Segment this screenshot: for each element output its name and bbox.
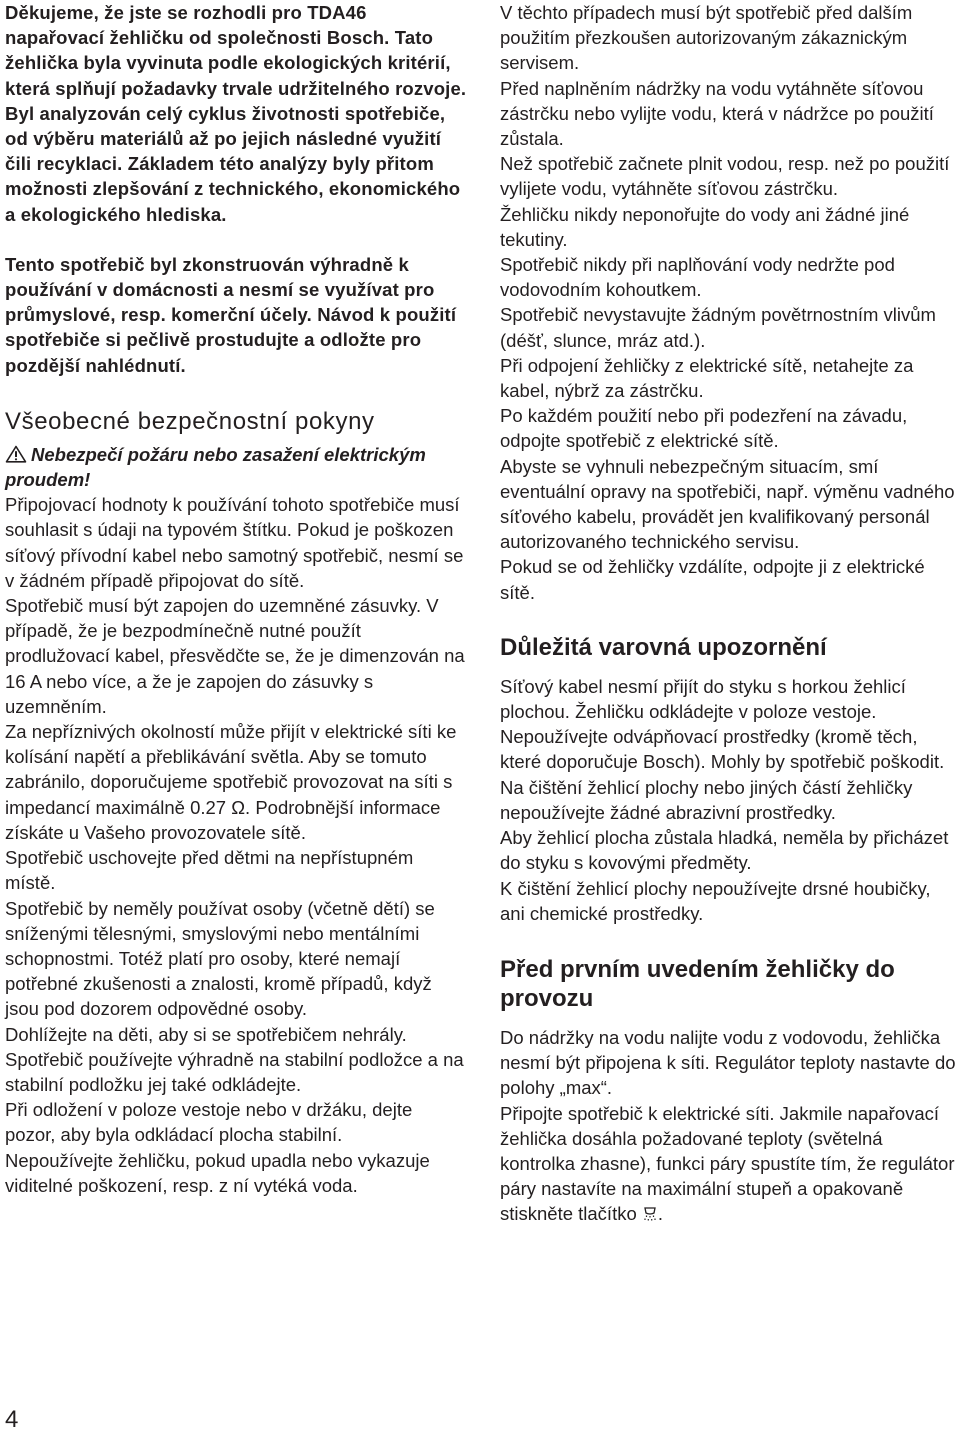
safety-paragraph: Po každém použití nebo při podezření na závadu, odpojte spotřebič z elektrické sítě.: [500, 405, 908, 452]
warning-text: Nebezpečí požáru nebo zasažení elektrickým proudem!: [5, 443, 426, 491]
safety-paragraph: Před naplněním nádržky na vodu vytáhněte síťovou zástrčku nebo vylijte vodu, která v nádržce po použití zůstala.: [500, 77, 934, 150]
warning-paragraph: Nepoužívejte odvápňovací prostředky (kromě těch, které doporučuje Bosch). Mohly by spotřebič poškodit.: [500, 726, 945, 773]
safety-paragraph: Než spotřebič začnete plnit vodou, resp. než po použití vylijete vodu, vytáhněte síťovou zástrčku.: [500, 153, 950, 200]
safety-paragraph: Při odpojení žehličky z elektrické sítě, netahejte za kabel, nýbrž za zástrčku.: [500, 354, 914, 402]
warning-triangle-icon: [5, 445, 27, 463]
left-column: [5, 0, 467, 1198]
important-warnings-list: [500, 674, 958, 926]
page-number: 4: [5, 1406, 19, 1433]
safety-paragraph: Spotřebič by neměly používat osoby (včetně dětí) se sníženými tělesnými, smyslovými nebo mentálními schopnostmi. Totéž platí pro osoby, které nemají potřebné zkušenosti a znalosti, kromě případů, když jsou pod dozorem odpovědné osoby.: [5, 897, 435, 1020]
first-use-last-text: Připojte spotřebič k elektrické síti. Jakmile napařovací žehlička dosáhla požadované teploty (světelná kontrolka zhasne), funkci páry spustíte tím, že regulátor páry nastavíte na maximální stupeň a opakovaně stiskněte tlačítko: [500, 1102, 955, 1225]
safety-paragraph: Abyste se vyhnuli nebezpečným situacím, smí eventuální opravy na spotřebiči, např. výměnu vadného síťového kabelu, provádět jen kvalifikovaný personál autorizovaného technického servisu.: [500, 455, 955, 553]
warning-paragraph: Síťový kabel nesmí přijít do styku s horkou žehlicí plochou. Žehličku odkládejte v poloze vestoje.: [500, 675, 906, 723]
steam-shot-icon: [642, 1206, 658, 1222]
safety-paragraph: Připojovací hodnoty k používání tohoto spotřebiče musí souhlasit s údaji na typovém štítku. Pokud je poškozen síťový přívodní kabel nebo samotný spotřebič, nesmí se v žádném případě připojovat do sítě.: [5, 494, 464, 591]
safety-paragraph: Dohlížejte na děti, aby si se spotřebičem nehrály.: [5, 1023, 407, 1045]
right-column: [500, 0, 958, 1227]
safety-paragraph: Spotřebič uschovejte před dětmi na nepřístupném místě.: [5, 847, 414, 894]
first-use-paragraph: Do nádržky na vodu nalijte vodu z vodovodu, žehlička nesmí být připojena k síti. Regulátor teploty nastavte do polohy „max“.: [500, 1026, 956, 1099]
important-warnings-heading: Důležitá varovná upozornění: [500, 633, 827, 661]
intro-paragraph: Děkujeme, že jste se rozhodli pro TDA46 napařovací žehličku od společnosti Bosch. Tato žehlička byla vyvinuta podle ekologických kritérií, která splňují požadavky trvale udržitelného rozvoje. Byl analyzován celý cyklus životnosti spotřebiče, od výběru materiálů až po jejich následné využití čili recyklaci. Základem této analýzy byly přitom možnosti zlepšování z technického, ekonomického a ekologického hlediska.: [5, 2, 467, 225]
first-use-heading: Před prvním uvedením žehličky do provozu: [500, 955, 895, 1012]
warning-paragraph: Aby žehlicí plocha zůstala hladká, neměla by přicházet do styku s kovovými předměty.: [500, 827, 949, 874]
safety-paragraph: Pokud se od žehličky vzdálíte, odpojte ji z elektrické sítě.: [500, 556, 925, 603]
first-use-last-suffix: .: [657, 1203, 664, 1225]
intended-use-paragraph: Tento spotřebič byl zkonstruován výhradně k používání v domácnosti a nesmí se využívat pro průmyslové, resp. komerční účely. Návod k použití spotřebiče si pečlivě prostudujte a odložte pro pozdější nahlédnutí.: [5, 253, 457, 376]
safety-paragraph: Žehličku nikdy neponořujte do vody ani žádné jiné tekutiny.: [500, 203, 910, 250]
safety-paragraph: V těchto případech musí být spotřebič před dalším použitím přezkoušen autorizovaným zákaznickým servisem.: [500, 2, 913, 74]
safety-paragraph: Spotřebič nevystavujte žádným povětrnostním vlivům (déšť, slunce, mráz atd.).: [500, 304, 936, 351]
fire-shock-warning: [5, 442, 467, 492]
safety-paragraph: Spotřebič používejte výhradně na stabilní podložce a na stabilní podložku jej také odkládejte.: [5, 1048, 464, 1095]
general-safety-list: [5, 492, 467, 1198]
first-use-list: [500, 1025, 958, 1101]
warning-paragraph: K čištění žehlicí plochy nepoužívejte drsné houbičky, ani chemické prostředky.: [500, 877, 931, 924]
safety-paragraph: Za nepříznivých okolností může přijít v elektrické síti ke kolísání napětí a přeblikávání světla. Aby se tomuto zabránilo, doporučujeme spotřebič provozovat na síti s impedancí maximálně 0.27 Ω. Podrobnější informace získáte u Vašeho provozovatele sítě.: [5, 721, 457, 843]
safety-paragraph: Nepoužívejte žehličku, pokud upadla nebo vykazuje viditelné poškození, resp. z ní vytéká voda.: [5, 1149, 430, 1196]
general-safety-list-continued: [500, 0, 958, 605]
safety-paragraph: Spotřebič nikdy při naplňování vody nedržte pod vodovodním kohoutkem.: [500, 254, 895, 301]
general-safety-heading: Všeobecné bezpečnostní pokyny: [5, 407, 375, 435]
first-use-last-paragraph: [500, 1101, 958, 1227]
safety-paragraph: Při odložení v poloze vestoje nebo v držáku, dejte pozor, aby byla odkládací plocha stabilní.: [5, 1099, 413, 1146]
safety-paragraph: Spotřebič musí být zapojen do uzemněné zásuvky. V případě, že je bezpodmínečně nutné použít prodlužovací kabel, přesvědčte se, že je dimenzován na 16 A nebo více, a že je zapojen do zásuvky s uzemněním.: [5, 595, 465, 717]
warning-paragraph: Na čištění žehlicí plochy nebo jiných částí žehličky nepoužívejte žádné abrazivní prostředky.: [500, 776, 913, 823]
